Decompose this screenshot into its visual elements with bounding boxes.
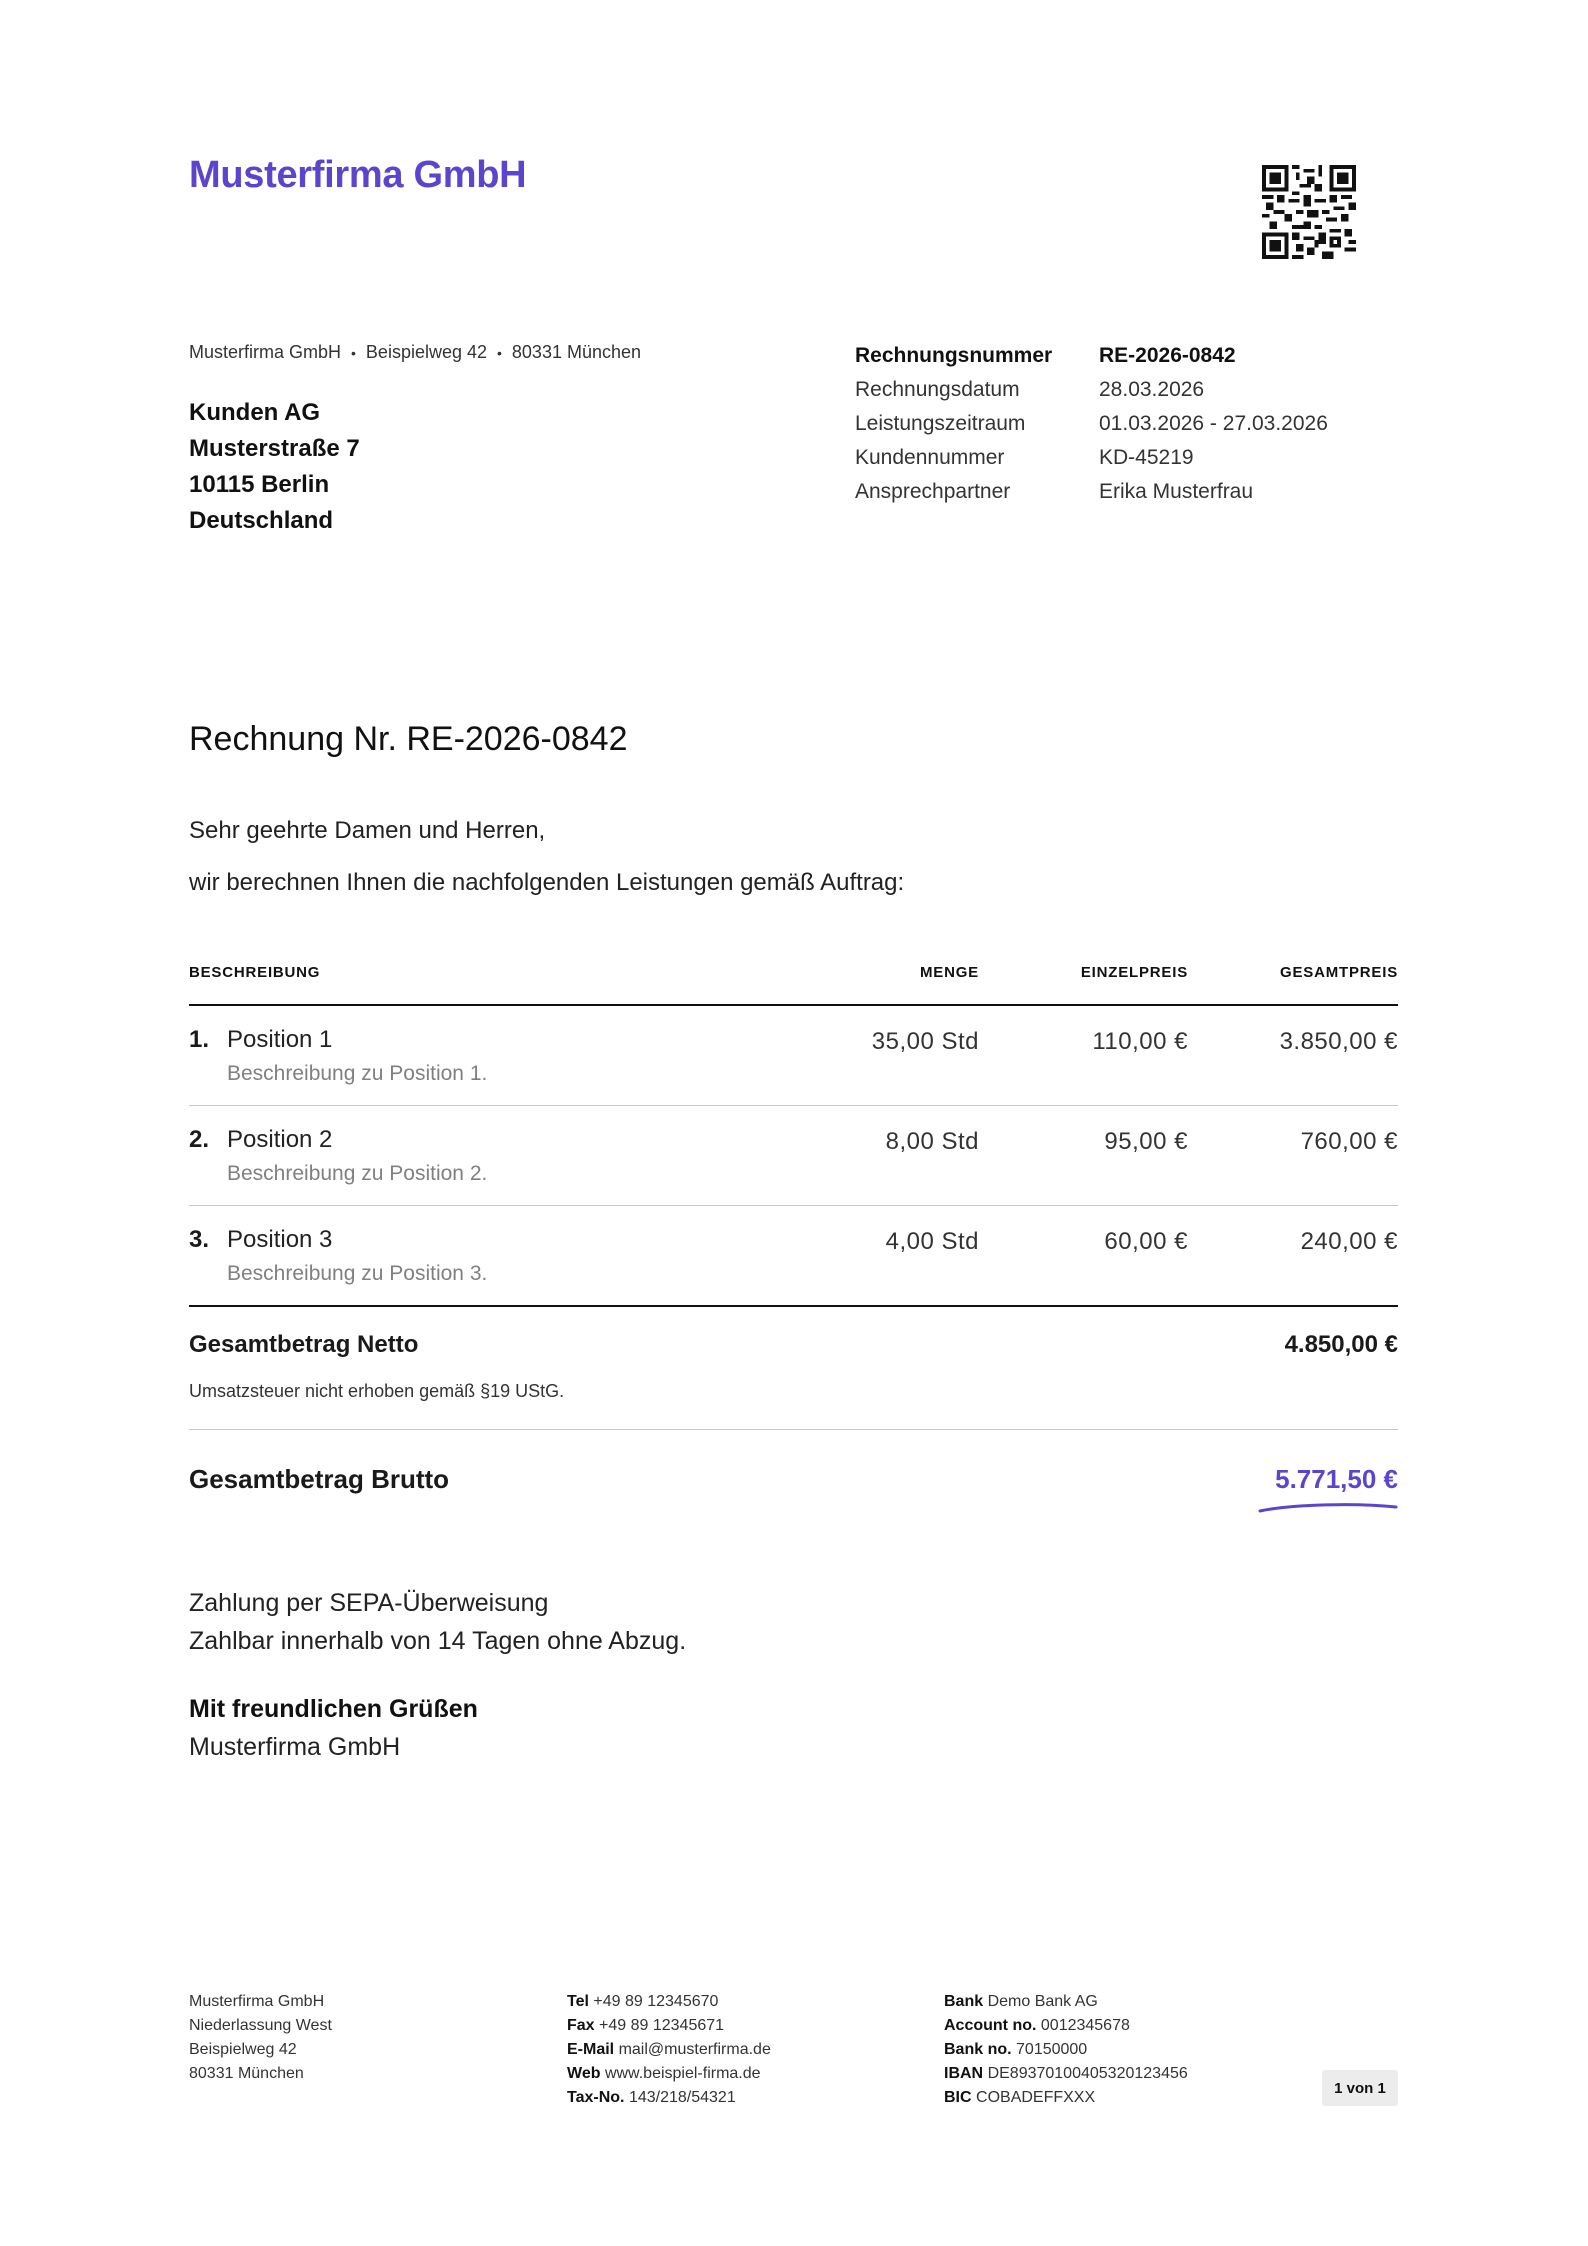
row-name: Position 3 (227, 1226, 333, 1253)
row-quantity: 4,00 Std (885, 1228, 979, 1255)
row-description: Beschreibung zu Position 1. (227, 1062, 488, 1085)
row-total: 240,00 € (1300, 1228, 1398, 1255)
footer-address-line: 80331 München (189, 2065, 304, 2082)
header-quantity: MENGE (919, 964, 979, 981)
meta-value: 01.03.2026 - 27.03.2026 (1099, 412, 1328, 435)
footer-address-line: Beispielweg 42 (189, 2041, 297, 2058)
row-total: 760,00 € (1300, 1128, 1398, 1155)
footer-value: 0012345678 (1040, 2017, 1130, 2034)
page-indicator: 1 von 1 (1322, 2070, 1398, 2106)
invoice-title: Rechnung Nr. RE-2026-0842 (189, 720, 628, 758)
greeting: Sehr geehrte Damen und Herren, (189, 817, 546, 844)
meta-label: Rechnungsnummer (855, 344, 1053, 367)
footer-fax (567, 2014, 771, 2038)
footer-label: Account no. (944, 2017, 1037, 2034)
closing (189, 1690, 478, 1766)
recipient-city: 10115 Berlin (189, 471, 330, 498)
meta-label: Kundennummer (855, 446, 1005, 469)
sender-name: Musterfirma GmbH (189, 342, 342, 362)
row-total: 3.850,00 € (1279, 1028, 1398, 1055)
separator-dot: • (497, 345, 502, 361)
recipient-country: Deutschland (189, 507, 334, 534)
footer-label: Tel (567, 1993, 589, 2010)
footer-phone (567, 1990, 771, 2014)
recipient-street: Musterstraße 7 (189, 435, 360, 462)
header-unit-price: EINZELPREIS (1080, 964, 1188, 981)
brutto-total-section (189, 1430, 1398, 1530)
footer-iban (944, 2062, 1188, 2086)
recipient-address (189, 395, 360, 539)
footer-value: +49 89 12345670 (593, 1993, 719, 2010)
header-total: GESAMTPREIS (1280, 964, 1398, 981)
footer-label: BIC (944, 2089, 972, 2106)
meta-value: 28.03.2026 (1099, 378, 1205, 401)
footer-label: Bank (944, 1993, 984, 2010)
footer-tax-no (567, 2086, 771, 2110)
table-header (189, 958, 1398, 1006)
footer-contact (567, 1990, 771, 2110)
meta-row-customer-number (855, 441, 1328, 475)
intro-text: wir berechnen Ihnen die nachfolgenden Leistungen gemäß Auftrag: (189, 869, 905, 896)
row-number: 3. (189, 1226, 210, 1253)
sender-street: Beispielweg 42 (365, 342, 487, 362)
footer-web (567, 2062, 771, 2086)
tax-note: Umsatzsteuer nicht erhoben gemäß §19 UStG. (189, 1381, 565, 1401)
meta-label: Leistungszeitraum (855, 412, 1026, 435)
footer-bank-no (944, 2038, 1188, 2062)
netto-total-section (189, 1307, 1398, 1430)
footer-value: mail@musterfirma.de (618, 2041, 771, 2058)
footer-bank-name (944, 1990, 1188, 2014)
table-row (189, 1006, 1398, 1106)
header-description: BESCHREIBUNG (189, 964, 321, 981)
footer-label: Bank no. (944, 2041, 1012, 2058)
invoice-meta (855, 339, 1328, 509)
row-quantity: 8,00 Std (885, 1128, 979, 1155)
qr-code-icon (1262, 165, 1356, 259)
footer-label: Web (567, 2065, 601, 2082)
footer-label: E-Mail (567, 2041, 615, 2058)
brutto-underline-icon (1258, 1502, 1398, 1514)
brutto-label: Gesamtbetrag Brutto (189, 1464, 450, 1494)
footer-value: Demo Bank AG (987, 1993, 1098, 2010)
meta-value: RE-2026-0842 (1099, 344, 1236, 367)
closing-salutation: Mit freundlichen Grüßen (189, 1695, 478, 1723)
footer-label: Tax-No. (567, 2089, 625, 2106)
company-logo-text: Musterfirma GmbH (189, 154, 527, 196)
sender-city: 80331 München (511, 342, 642, 362)
meta-label: Ansprechpartner (855, 480, 1011, 503)
footer-label: IBAN (944, 2065, 984, 2082)
meta-label: Rechnungsdatum (855, 378, 1020, 401)
line-items-table (189, 958, 1398, 1530)
separator-dot: • (351, 345, 356, 361)
meta-row-invoice-number (855, 339, 1328, 373)
netto-value: 4.850,00 € (1284, 1331, 1398, 1358)
footer-value: +49 89 12345671 (599, 2017, 725, 2034)
row-unit-price: 110,00 € (1092, 1028, 1188, 1055)
footer-bic (944, 2086, 1188, 2110)
footer-address (189, 1990, 332, 2086)
sender-address-line (189, 342, 641, 363)
netto-label: Gesamtbetrag Netto (189, 1331, 419, 1358)
footer-value: COBADEFFXXX (976, 2089, 1096, 2106)
meta-row-invoice-date (855, 373, 1328, 407)
row-unit-price: 60,00 € (1104, 1228, 1188, 1255)
table-row (189, 1206, 1398, 1307)
footer-value: DE89370100405320123456 (987, 2065, 1188, 2082)
row-quantity: 35,00 Std (871, 1028, 979, 1055)
recipient-company: Kunden AG (189, 399, 321, 426)
footer-address-line: Musterfirma GmbH (189, 1993, 325, 2010)
footer-value: www.beispiel-firma.de (604, 2065, 761, 2082)
meta-row-contact-person (855, 475, 1328, 509)
meta-value: Erika Musterfrau (1099, 480, 1254, 503)
row-name: Position 1 (227, 1026, 333, 1053)
table-row (189, 1106, 1398, 1206)
row-unit-price: 95,00 € (1104, 1128, 1188, 1155)
footer-label: Fax (567, 2017, 595, 2034)
row-number: 1. (189, 1026, 210, 1053)
payment-method: Zahlung per SEPA-Überweisung (189, 1589, 549, 1617)
row-description: Beschreibung zu Position 3. (227, 1262, 488, 1285)
footer-bank (944, 1990, 1188, 2110)
payment-deadline: Zahlbar innerhalb von 14 Tagen ohne Abzug. (189, 1627, 687, 1655)
meta-row-service-period (855, 407, 1328, 441)
footer-value: 143/218/54321 (628, 2089, 736, 2106)
row-number: 2. (189, 1126, 210, 1153)
closing-signature: Musterfirma GmbH (189, 1733, 401, 1761)
footer-value: 70150000 (1016, 2041, 1088, 2058)
meta-value: KD-45219 (1099, 446, 1194, 469)
row-description: Beschreibung zu Position 2. (227, 1162, 488, 1185)
row-name: Position 2 (227, 1126, 333, 1153)
brutto-value: 5.771,50 € (1275, 1464, 1398, 1494)
footer-account-no (944, 2014, 1188, 2038)
footer-address-line: Niederlassung West (189, 2017, 332, 2034)
payment-terms (189, 1584, 686, 1660)
footer-email (567, 2038, 771, 2062)
